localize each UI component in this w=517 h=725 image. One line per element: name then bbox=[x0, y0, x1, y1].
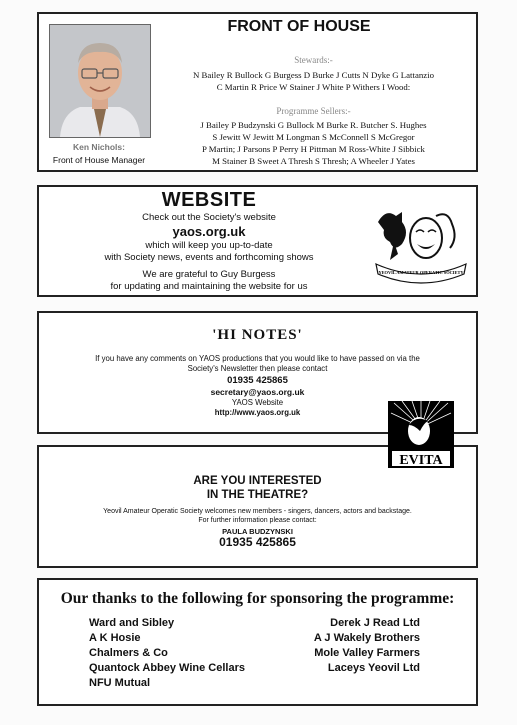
website-line: with Society news, events and forthcoming shows bbox=[104, 252, 314, 263]
sponsors-left-list bbox=[89, 616, 245, 691]
website-line: We are grateful to Guy Burgess bbox=[142, 269, 276, 280]
sellers-heading: Programme Sellers:- bbox=[276, 106, 351, 116]
theatre-line: For further information please contact: bbox=[198, 517, 317, 524]
sellers-line: S Jewitt W Jewitt M Longman S McConnell S McGregor bbox=[212, 132, 415, 142]
manager-role: Front of House Manager bbox=[52, 155, 146, 165]
sponsor-item: Ward and Sibley bbox=[89, 617, 175, 629]
sponsor-item: Mole Valley Farmers bbox=[314, 647, 420, 659]
front-of-house-title: FRONT OF HOUSE bbox=[227, 18, 371, 35]
theatre-contact: PAULA BUDZYNSKI bbox=[222, 527, 293, 536]
sponsor-item: Chalmers & Co bbox=[89, 647, 168, 659]
theatre-phone: 01935 425865 bbox=[219, 535, 296, 549]
sellers-list bbox=[151, 119, 476, 167]
sponsor-item: NFU Mutual bbox=[89, 677, 151, 689]
evita-logo bbox=[388, 401, 454, 468]
manager-photo bbox=[49, 24, 151, 138]
sponsors-panel bbox=[37, 578, 478, 706]
theatre-title-line: ARE YOU INTERESTED bbox=[193, 475, 322, 487]
sellers-line: P Martin; J Parsons P Perry H Pittman M Ross-White J Sibbick bbox=[202, 144, 425, 154]
sponsor-item: Derek J Read Ltd bbox=[330, 617, 420, 629]
sellers-line: M Stainer B Sweet A Thresh S Thresh; A Wheeler J Yates bbox=[212, 156, 415, 166]
manager-name: Ken Nichols: bbox=[73, 142, 125, 152]
sponsor-item: Quantock Abbey Wine Cellars bbox=[89, 662, 245, 674]
sponsors-right-list bbox=[314, 616, 420, 676]
sponsor-item: Laceys Yeovil Ltd bbox=[327, 662, 420, 674]
website-title: WEBSITE bbox=[161, 189, 257, 211]
stewards-line: C Martin R Price W Stainer J White P Withers I Wood: bbox=[216, 82, 411, 92]
stewards-heading: Stewards:- bbox=[294, 55, 333, 65]
website-panel bbox=[37, 185, 478, 297]
hi-notes-line: Society's Newsletter then please contact bbox=[187, 364, 328, 373]
evita-label: EVITA bbox=[399, 453, 443, 468]
hi-notes-site-link[interactable]: http://www.yaos.org.uk bbox=[214, 408, 301, 417]
logo-banner-text: YEOVIL AMATEUR OPERATIC SOCIETY bbox=[378, 270, 464, 275]
website-url-link[interactable]: yaos.org.uk bbox=[172, 224, 246, 239]
theatre-title-line: IN THE THEATRE? bbox=[206, 489, 309, 501]
sellers-line: J Bailey P Budzynski G Bullock M Burke R. Butcher S. Hughes bbox=[200, 120, 427, 130]
website-line: Check out the Society's website bbox=[142, 212, 276, 223]
hi-notes-site-label: YAOS Website bbox=[231, 398, 284, 407]
sponsor-item: A K Hosie bbox=[89, 632, 141, 644]
stewards-list bbox=[151, 69, 476, 93]
society-logo bbox=[372, 202, 470, 287]
sponsors-title: Our thanks to the following for sponsoring the programme: bbox=[60, 590, 455, 607]
hi-notes-title: 'HI NOTES' bbox=[212, 327, 303, 343]
sponsor-item: A J Wakely Brothers bbox=[313, 632, 420, 644]
website-line: for updating and maintaining the website for us bbox=[110, 281, 308, 292]
website-line: which will keep you up-to-date bbox=[145, 240, 273, 251]
hi-notes-phone: 01935 425865 bbox=[227, 375, 288, 386]
stewards-line: N Bailey R Bullock G Burgess D Burke J Cutts N Dyke G Lattanzio bbox=[193, 70, 434, 80]
theatre-line: Yeovil Amateur Operatic Society welcomes new members - singers, dancers, actors and backstage. bbox=[103, 508, 412, 515]
theatre-title bbox=[39, 474, 476, 502]
hi-notes-line: If you have any comments on YAOS productions that you would like to have passed on via the bbox=[95, 354, 420, 363]
hi-notes-email-link[interactable]: secretary@yaos.org.uk bbox=[210, 387, 305, 397]
front-of-house-panel bbox=[37, 12, 478, 172]
